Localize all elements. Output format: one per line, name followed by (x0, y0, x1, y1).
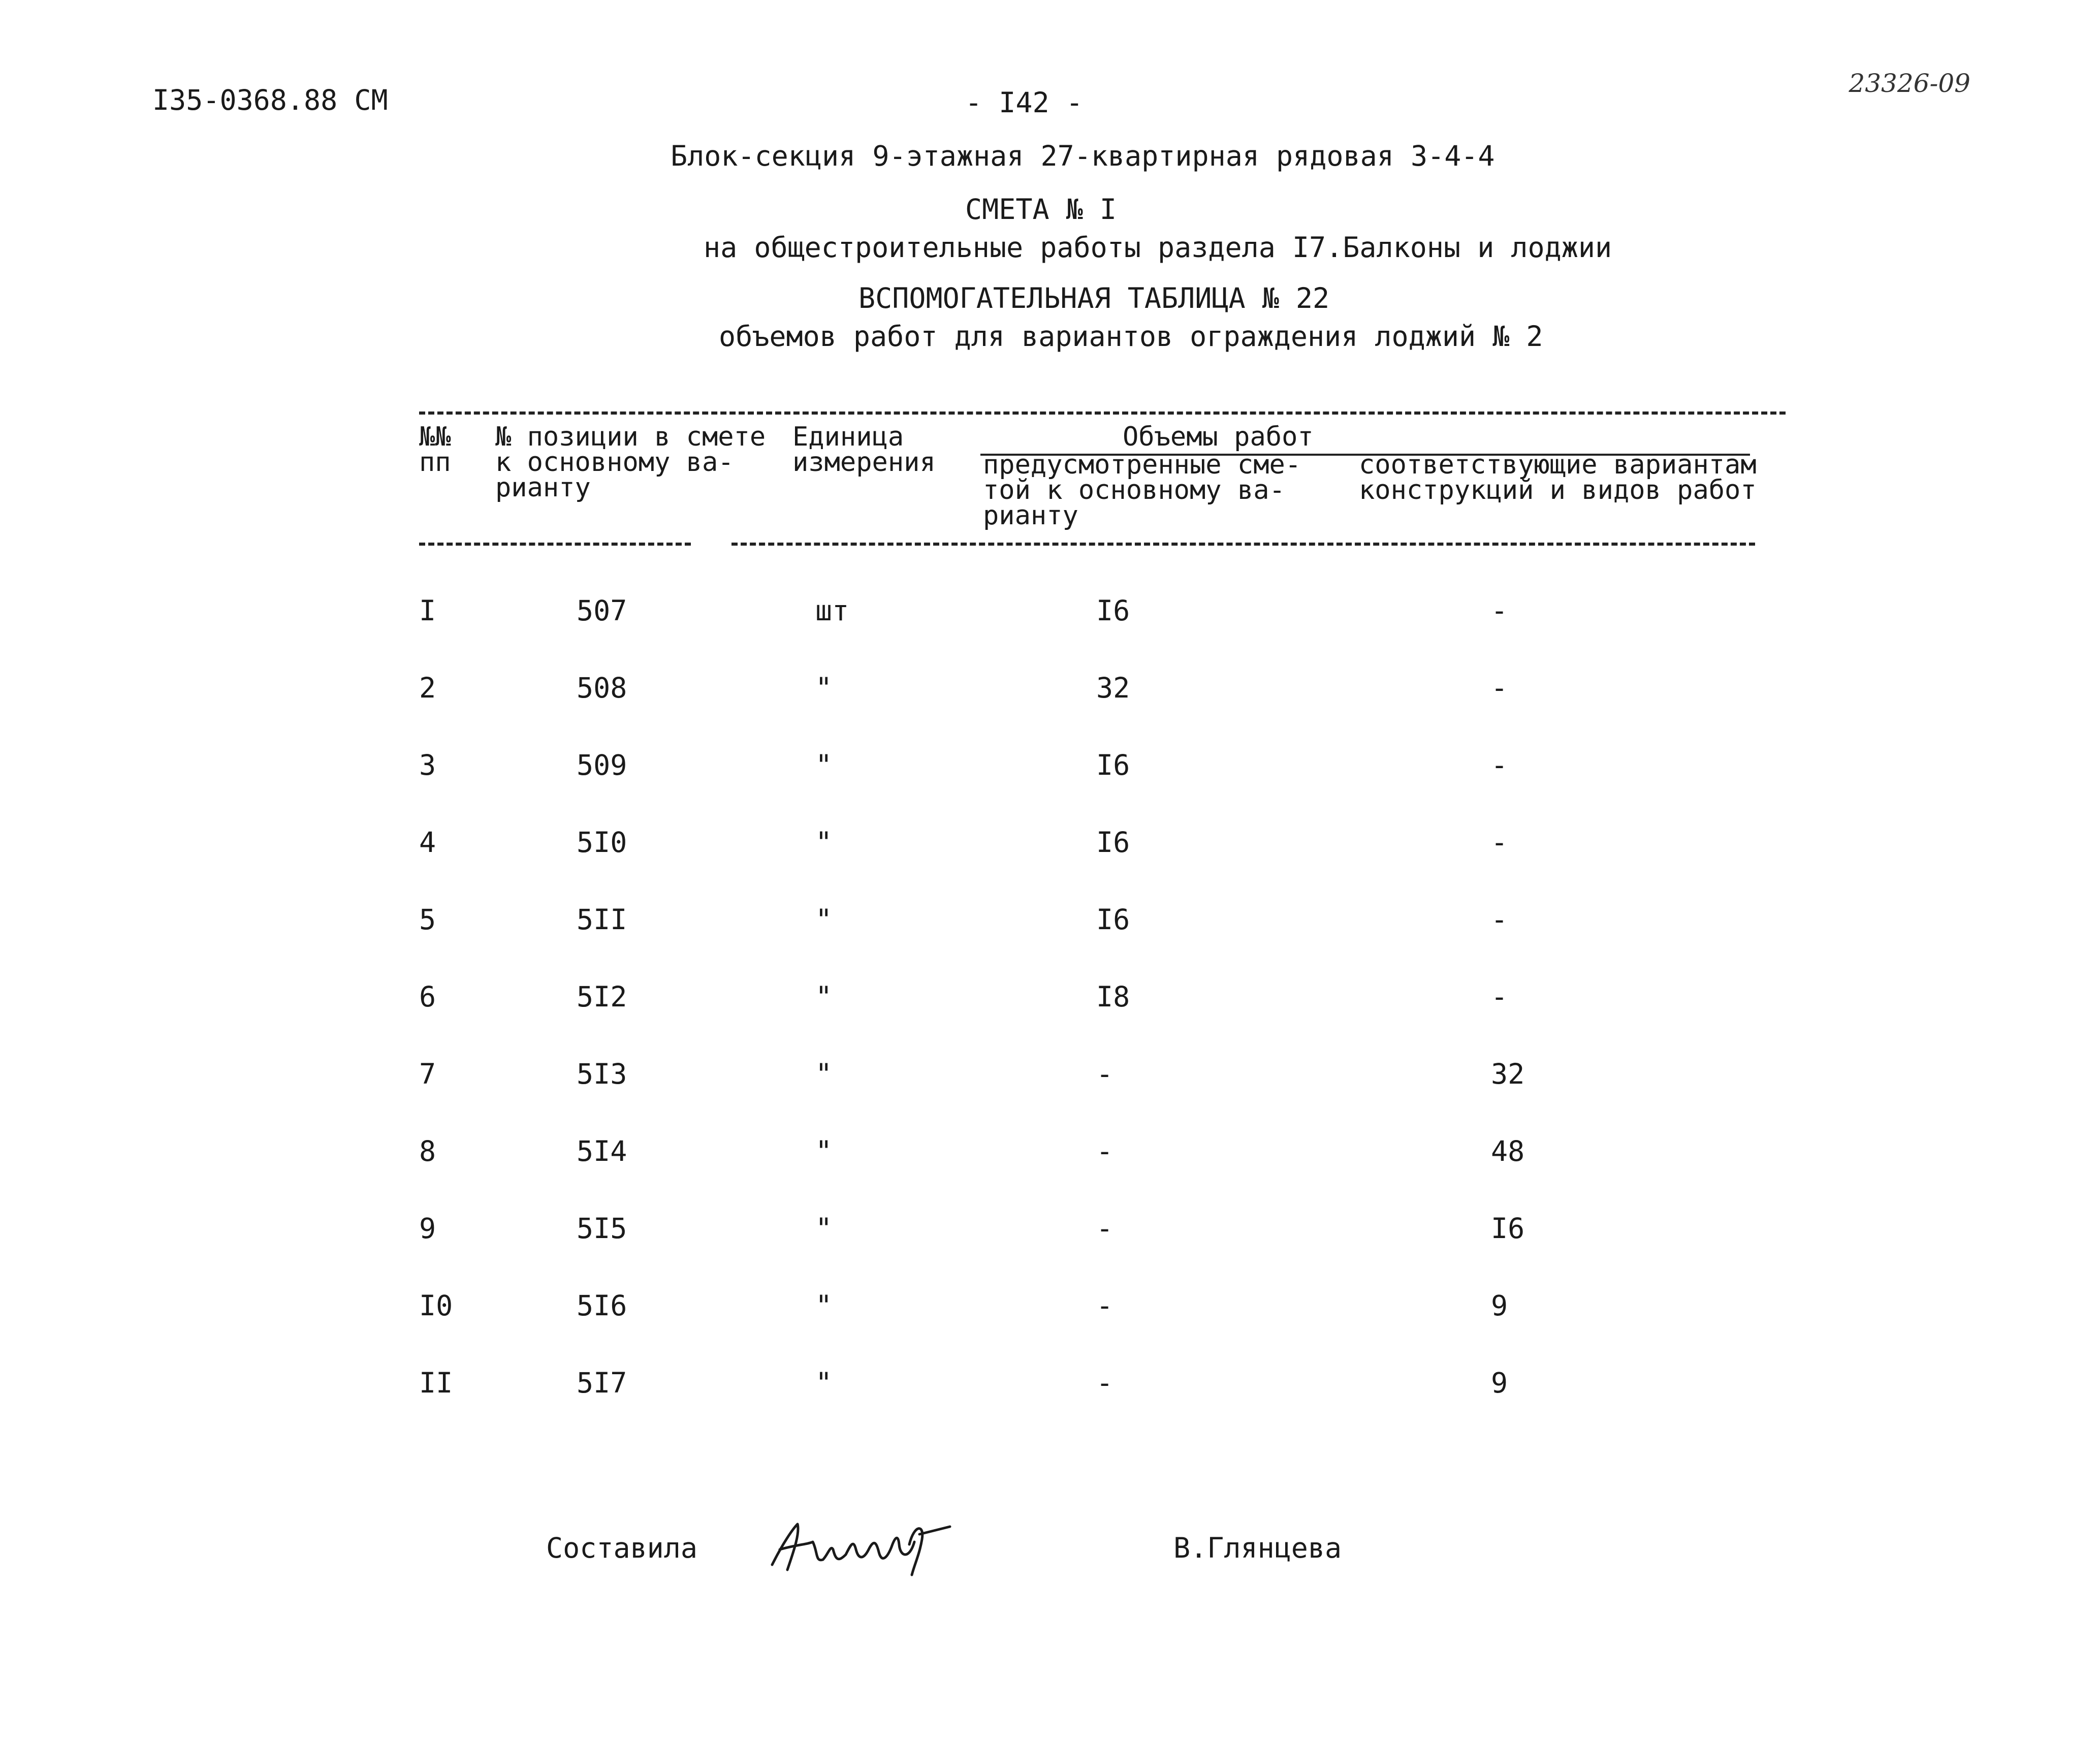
column-header-unit: Единица измерения (792, 422, 936, 478)
row-number: II (419, 1367, 453, 1399)
row-variant-volume: - (1491, 749, 1508, 781)
row-position: 5II (577, 903, 627, 936)
handwritten-signature (762, 1514, 955, 1580)
row-base-volume: 32 (1096, 672, 1130, 704)
row-position: 5I2 (577, 980, 627, 1013)
row-number: 4 (419, 826, 436, 859)
row-variant-volume: - (1491, 826, 1508, 859)
row-unit: " (815, 1212, 833, 1245)
table-title: ВСПОМОГАТЕЛЬНАЯ ТАБЛИЦА № 22 (858, 282, 1330, 314)
column-header-position: № позиции в смете к основному ва- рианту (495, 422, 766, 503)
table-header-bottom-rule-left (419, 543, 691, 546)
row-position: 5I3 (577, 1058, 627, 1090)
row-variant-volume: - (1491, 980, 1508, 1013)
row-base-volume: I8 (1096, 980, 1130, 1013)
row-base-volume: I6 (1096, 749, 1130, 781)
signer-name: В.Глянцева (1173, 1532, 1342, 1564)
document-subtitle: Блок-секция 9-этажная 27-квартирная рядовая 3-4-4 (671, 140, 1495, 172)
table-top-rule (419, 412, 1786, 415)
row-base-volume: - (1096, 1135, 1113, 1167)
row-position: 507 (577, 594, 627, 627)
row-unit: " (815, 980, 833, 1013)
handwritten-archive-number: 23326-09 (1849, 69, 1970, 98)
row-position: 5I4 (577, 1135, 627, 1167)
row-base-volume: - (1096, 1058, 1113, 1090)
row-unit: " (815, 1367, 833, 1399)
row-position: 5I7 (577, 1367, 627, 1399)
column-header-number: №№ пп (419, 422, 451, 478)
row-unit: " (815, 672, 833, 704)
row-variant-volume: - (1491, 903, 1508, 936)
row-number: 2 (419, 672, 436, 704)
row-unit: " (815, 826, 833, 859)
row-variant-volume: - (1491, 672, 1508, 704)
row-base-volume: I6 (1096, 594, 1130, 627)
row-base-volume: I6 (1096, 903, 1130, 936)
row-variant-volume: 9 (1491, 1367, 1508, 1399)
row-base-volume: - (1096, 1212, 1113, 1245)
row-variant-volume: 48 (1491, 1135, 1525, 1167)
table-header-bottom-rule-right (731, 543, 1755, 546)
row-base-volume: - (1096, 1289, 1113, 1322)
row-variant-volume: I6 (1491, 1212, 1525, 1245)
document-code: I35-0368.88 СМ (152, 84, 388, 116)
row-base-volume: I6 (1096, 826, 1130, 859)
row-variant-volume: 9 (1491, 1289, 1508, 1322)
smeta-title: СМЕТА № I (965, 193, 1117, 226)
row-position: 5I6 (577, 1289, 627, 1322)
row-position: 509 (577, 749, 627, 781)
row-number: 3 (419, 749, 436, 781)
row-unit: " (815, 1058, 833, 1090)
column-header-volumes: Объемы работ (1123, 422, 1314, 452)
row-unit: " (815, 903, 833, 936)
row-base-volume: - (1096, 1367, 1113, 1399)
row-unit: " (815, 1289, 833, 1322)
row-number: 8 (419, 1135, 436, 1167)
row-number: I0 (419, 1289, 453, 1322)
row-number: 7 (419, 1058, 436, 1090)
page-number: - I42 - (965, 86, 1083, 119)
table-subtitle: объемов работ для вариантов ограждения лоджий № 2 (719, 320, 1543, 353)
row-unit: " (815, 1135, 833, 1167)
column-header-variant-volume: соответствующие вариантам конструкций и видов работ (1359, 450, 1757, 505)
smeta-subtitle: на общестроительные работы раздела I7.Балконы и лоджии (704, 231, 1612, 264)
column-header-base-volume: предусмотренные сме- той к основному ва- рианту (983, 450, 1301, 531)
row-number: 9 (419, 1212, 436, 1245)
row-unit: шт (815, 594, 849, 627)
row-variant-volume: 32 (1491, 1058, 1525, 1090)
row-unit: " (815, 749, 833, 781)
row-variant-volume: - (1491, 594, 1508, 627)
row-position: 5I5 (577, 1212, 627, 1245)
compiled-by-label: Составила (546, 1532, 698, 1564)
row-position: 5I0 (577, 826, 627, 859)
row-number: 5 (419, 903, 436, 936)
row-number: 6 (419, 980, 436, 1013)
row-position: 508 (577, 672, 627, 704)
row-number: I (419, 594, 436, 627)
